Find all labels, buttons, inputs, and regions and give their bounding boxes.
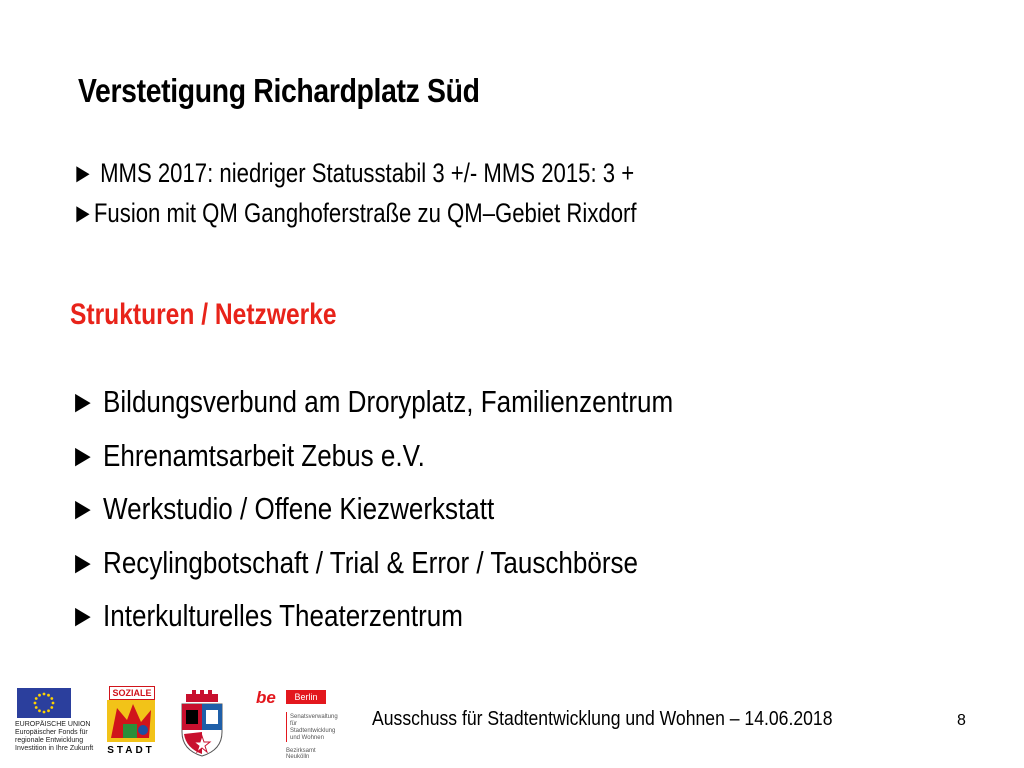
section-heading-strukturen: Strukturen / Netzwerke (70, 298, 337, 331)
list-item: ► Recylingbotschaft / Trial & Error / Tauschbörse (70, 544, 639, 580)
eu-caption-line: Europäischer Fonds für (15, 729, 88, 736)
eu-logo (15, 688, 95, 758)
berlin-be-label: be (256, 688, 276, 707)
eu-caption-line: regionale Entwicklung (15, 737, 84, 744)
soziale-stadt-icon (107, 700, 155, 742)
stadt-label: STADT (107, 745, 155, 756)
eu-caption-line: EUROPÄISCHE UNION (15, 721, 91, 728)
footer (0, 680, 1024, 768)
berlin-senat-line: und Wohnen (290, 735, 324, 741)
list-item: ► Interkulturelles Theaterzentrum (70, 598, 463, 633)
list-item: ► Ehrenamtsarbeit Zebus e.V. (70, 437, 425, 473)
page-number: 8 (957, 712, 966, 729)
bullet-list (70, 375, 788, 643)
status-line-fusion: ►Fusion mit QM Ganghoferstraße zu QM–Gebiet Rixdorf (72, 198, 637, 228)
berlin-label: Berlin (286, 690, 326, 704)
list-item: ► Bildungsverbund am Droryplatz, Familienzentrum (70, 384, 674, 419)
slide-title: Verstetigung Richardplatz Süd (78, 72, 480, 109)
soziale-label: SOZIALE (109, 686, 155, 700)
status-line-mms: ► MMS 2017: niedriger Statusstabil 3 +/- MMS 2015: 3 + (72, 158, 635, 188)
eu-caption-line: Investition in Ihre Zukunft (15, 745, 94, 752)
berlin-senat-lines (290, 714, 336, 742)
list-item: ► Werkstudio / Offene Kiezwerkstatt (70, 491, 495, 526)
berlin-senat-line: für Stadtentwicklung (290, 721, 336, 734)
berlin-senat-line: Senatsverwaltung (290, 714, 338, 720)
eu-caption (15, 721, 115, 753)
berlin-senat-logo (256, 688, 336, 760)
footer-text: Ausschuss für Stadtentwicklung und Wohnen – 14.06.2018 (372, 708, 833, 730)
neukoelln-coat-of-arms-icon (178, 688, 226, 758)
bezirksamt-label: Bezirksamt Neukölln (286, 748, 316, 760)
eu-flag-icon (17, 688, 71, 718)
soziale-stadt-logo (105, 686, 157, 758)
status-block (72, 153, 760, 233)
berlin-divider (286, 712, 287, 742)
